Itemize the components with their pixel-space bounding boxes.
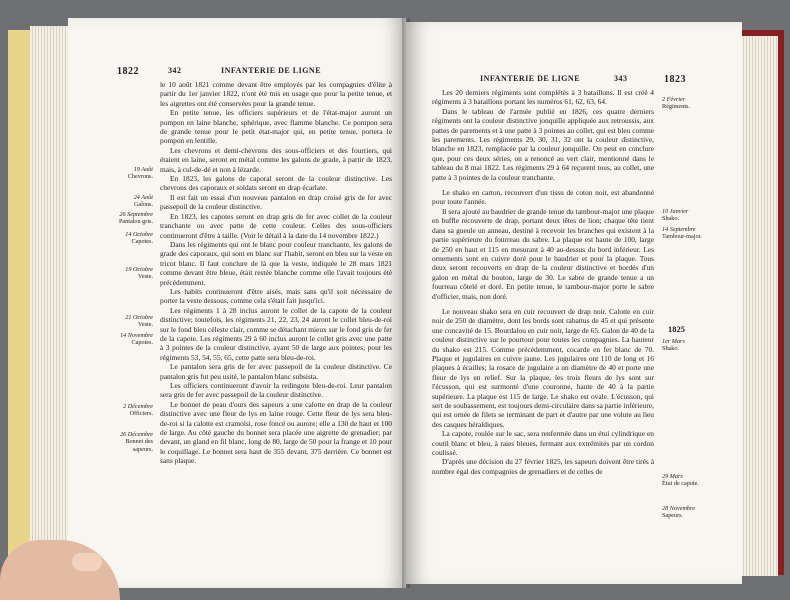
left-header-page-number: 342 bbox=[168, 66, 182, 75]
margin-note: 2 Février Régiments. bbox=[662, 96, 691, 111]
margin-note: 28 Novembre Sapeurs. bbox=[662, 505, 695, 520]
right-page bbox=[406, 22, 742, 584]
paragraph: Les officiers continueront d'avoir la redingote bleu-de-roi. Leur pantalon sera gris de fer avec passepoil de la couleur distinctive. bbox=[160, 381, 392, 400]
right-header-year: 1823 bbox=[664, 74, 686, 85]
left-header-title: INFANTERIE DE LIGNE bbox=[221, 66, 322, 75]
margin-note: 19 Octobre Veste. bbox=[125, 266, 153, 281]
margin-note: 1er Mars Shako. bbox=[662, 338, 685, 353]
paragraph: Il sera ajouté au baudrier de grande tenue du tambour-major une plaque en buffle recouverte de drap, portant deux têtes de lion; chaque tête tient dans sa gueule un anneau, destiné à recevoir les branches qui existent à la partie supérieure du fourreau du sabre. La plaque est haute de 100, large de 250 en haut et 115 en mesurant à 40 au-dessus du bord inférieur. Les ornements sont en cuivre doré pour le baudrier et pour la plaque. Tous deux seront recouverts en drap de la couleur distinctive et bordés d'un galon en métal du bouton, large de 30. Le sabre de grande tenue a un fourreau côtelé et doré. En petite tenue, le tambour-major porte le sabre d'officier, mais, non doré. bbox=[432, 206, 654, 301]
right-header-title: INFANTERIE DE LIGNE bbox=[480, 74, 581, 83]
left-header-year: 1822 bbox=[117, 66, 139, 77]
paragraph: Il est fait un essai d'un nouveau pantalon en drap croisé gris de fer avec passepoil de la couleur distinctive. bbox=[160, 192, 392, 212]
paragraph: le 10 août 1821 comme devant être employés par les compagnies d'élite à partir du 1er janvier 1822, n'ont été mis en usage que pour la petite tenue, et les aigrettes ont été conservées pour la grande tenue. bbox=[160, 80, 392, 108]
left-page bbox=[68, 18, 406, 588]
thumb-nail bbox=[72, 553, 102, 571]
margin-note: 26 Décembre Bonnet des sapeurs. bbox=[120, 431, 153, 453]
right-body-text bbox=[432, 88, 654, 476]
margin-note: 29 Mars Étui de capote. bbox=[662, 473, 699, 488]
paragraph: En 1823, les galons de caporal seront de la couleur distinctive. Les chevrons des caporaux et soldats seront en drap écarlate. bbox=[160, 174, 392, 193]
paragraph: Les habits continueront d'être aisés, mais sans qu'il soit nécessaire de porter la veste dessous, comme cela s'était fait jusqu'ici. bbox=[160, 286, 392, 306]
margin-note: 21 Octobre Veste. bbox=[125, 314, 153, 329]
margin-note: 19 Août Chevrons. bbox=[127, 166, 153, 181]
paragraph: Les 20 derniers régiments sont complétés à 3 bataillons. Il est créé 4 régiments à 3 bataillons portant les numéros 61, 62, 63, 64. bbox=[432, 88, 654, 107]
paragraph: D'après une décision du 27 février 1825, les sapeurs doivent être tirés à nombre égal des compagnies de grenadiers et de celles de bbox=[432, 457, 654, 476]
paragraph: Dans le tableau de l'armée publié en 1826, ces quatre derniers régiments ont la couleur distinctive jonquille appliquée aux retroussis, aux pattes de parements et à une patte à 3 pointes au collet, qui est bleu comme les parements. Les régiments 29, 30, 31, 32 ont la couleur distinctive, blanche en 1823, remplacée par la couleur jonquille. On peut en conclure que, pour ces deux séries, on a renoncé au vert clair, mentionné dans le tableau du 8 mai 1822. Les régiments 29 à 64 reçurent tous, au collet, une patte à 3 pointes de la couleur tranchante. bbox=[432, 106, 654, 182]
margin-note: 14 Septembre Tambour-major. bbox=[662, 226, 702, 241]
paragraph: En 1823, les capotes seront en drap gris de fer avec collet de la couleur tranchante ou avec patte de cette couleur. Celles des sous-officiers continueront d'être à taille. (Voir le détail à la date du 14 novembre 1822.) bbox=[160, 211, 392, 240]
right-header-page-number: 343 bbox=[614, 74, 628, 83]
paragraph: Le shako en carton, recouvert d'un tissu de coton noir, est abandonné pour toute l'année. bbox=[432, 188, 654, 207]
margin-note: 26 Septembre Pantalon gris. bbox=[118, 211, 153, 226]
margin-year: 1825 bbox=[668, 324, 685, 334]
margin-note: 2 Décembre Officiers. bbox=[123, 403, 153, 418]
left-body-text bbox=[160, 80, 392, 466]
margin-note: 14 Novembre Capotes. bbox=[120, 332, 153, 347]
page-stack-left bbox=[30, 26, 72, 578]
paragraph: Les régiments 1 à 28 inclus auront le collet de la capote de la couleur distinctive; toutefois, les régiments 21, 22, 23, 24 auront le collet bleu-de-roi sur le fond bleu céleste clair, comme se détachant mieux sur le fond gris de fer de la capote. Les régiments 29 à 60 inclus auront le collet gris avec une patte à 3 pointes de la couleur distinctive, ayant 50 de large aux pointes; pour les régiments 53, 54, 55, 65, cette patte sera bleu-de-roi. bbox=[160, 305, 393, 362]
paragraph: La capote, roulée sur le sac, sera renfermée dans un étui cylindrique en coutil blanc et bleu, à raies bleues, fermant aux extrémités par un cordon coulissé. bbox=[432, 429, 654, 458]
paragraph: Le pantalon sera gris de fer avec passepoil de la couleur distinctive. Ce pantalon gris fut peu usité, le pantalon blanc subsista. bbox=[160, 362, 392, 381]
margin-note: 14 Octobre Capotes. bbox=[125, 231, 153, 246]
paragraph: Les chevrons et demi-chevrons des sous-officiers et des fourriers, qui étaient en laine, seront en métal comme les galons de grade, à partir de 1823, mais, à cul-de-dé et non à lézarde. bbox=[160, 145, 392, 174]
paragraph: Le bonnet de peau d'ours des sapeurs a une calotte en drap de la couleur distinctive avec une fleur de lys en laine rouge. Cette fleur de lys sera bleu-de-roi si la calotte est cramoisi, rose foncé ou aurore; elle a 130 de haut et 100 de large. Au côté gauche du bonnet sera placée une aigrette de grenadier; par devant, un gland en fil blanc, long de 80, large de 50 pour la frange et 10 pour le coquillage. Le bonnet sera haut de 355 devant, 375 derrière. Ce bonnet est sans plaque. bbox=[160, 399, 392, 466]
margin-note: 10 Janvier Shako. bbox=[662, 208, 689, 223]
margin-note: 24 Août Galons. bbox=[133, 194, 153, 209]
paragraph: En petite tenue, les officiers supérieurs et de l'état-major auront un pompon en laine blanche, sphérique, avec flamme blanche. Ce pompon sera de grande tenue pour le petit état-major qui, en petite tenue, portera le pompon en lentille. bbox=[160, 108, 392, 146]
paragraph: Le nouveau shako sera en cuir recouvert de drap noir. Calotte en cuir noir de 250 de diamètre, dont les bords sont rabattus de 45 et qui présente une concavité de 15. Bourdalou en cuir noir, large de 65. Galon de 40 de la couleur distinctive sur le pourtour pour toutes les compagnies. La hauteur du shako est 215. Comme précédemment, cocarde en fer blanc de 70. Plaque et jugulaires en cuivre jaune. Les jugulaires ont 110 de long et 16 plaques à écailles; la rosace de jugulaire a un diamètre de 40 et porte une fleur de lys en relief. Sur la plaque, les trois fleurs de lys sont sur l'écusson, qui est surmonté d'une couronne, haute de 40 à la partie supérieure. La plaque est 115 de large. Le shako est ovale. L'écusson, qui sert de soubassement, est toujours demi-circulaire dans sa partie inférieure, qui est ornée de filets se terminant de part et d'autre par une volute au lieu des casques héraldiques. bbox=[432, 306, 654, 429]
paragraph: Dans les régiments qui ont le blanc pour couleur tranchante, les galons de grade des caporaux, qui sont en blanc sur l'habit, seront en bleu sur la veste en tricot blanc. Il faut conclure de là que la veste, indiquée le 28 mars 1821 comme devant être bleue, était restée blanche comme elle l'avait toujours été précédemment. bbox=[160, 239, 392, 287]
